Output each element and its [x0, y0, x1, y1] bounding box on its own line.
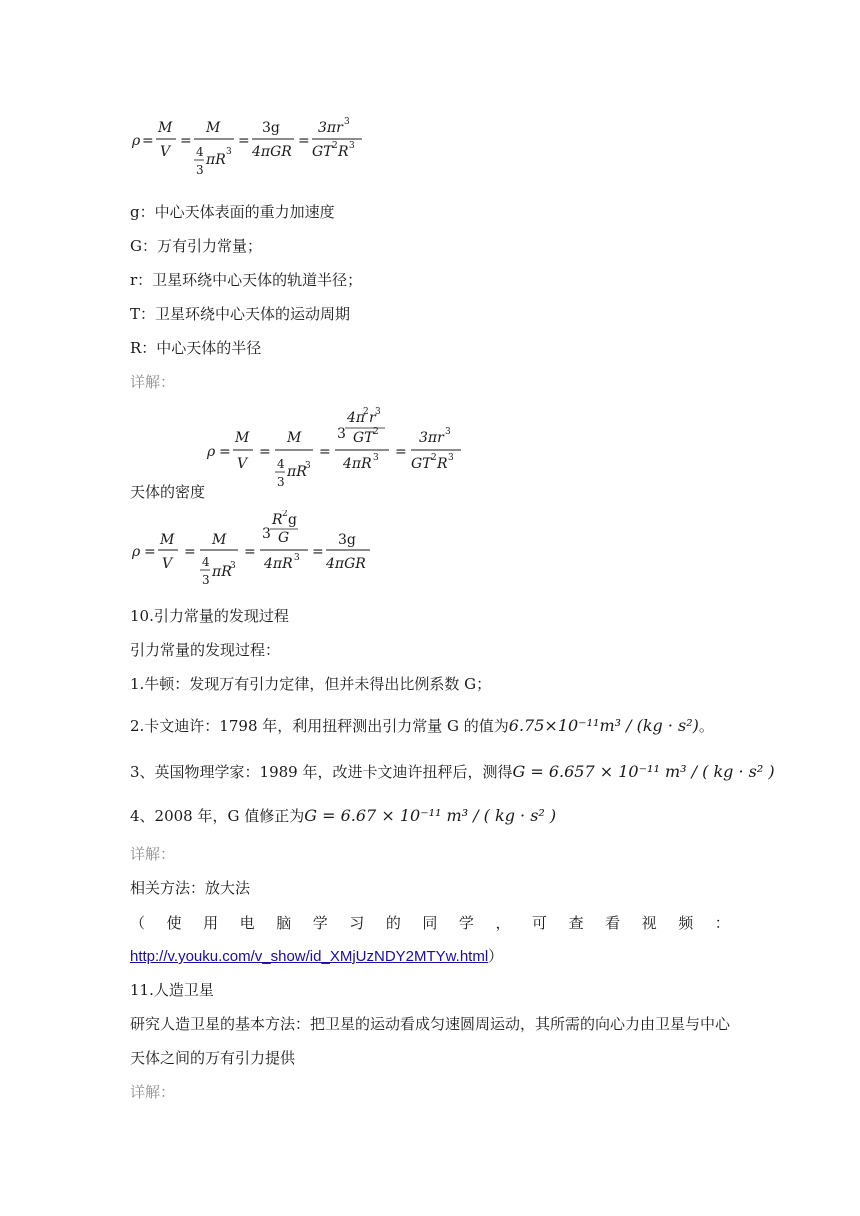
svg-text:4: 4 [277, 457, 285, 471]
svg-text:=: = [219, 444, 231, 460]
section10-heading: 10.引力常量的发现过程 [130, 607, 289, 625]
svg-text:πR: πR [212, 564, 232, 580]
detail-label: 详解： [130, 373, 176, 391]
definition-R: R：中心天体的半径 [130, 339, 262, 357]
svg-text:M: M [158, 120, 173, 136]
item2-suffix: 。 [698, 717, 714, 735]
svg-text:3: 3 [262, 526, 271, 542]
video-char: 使 [166, 914, 182, 932]
svg-text:=: = [144, 544, 156, 560]
section10-item1: 1.牛顿：发现万有引力定律，但并未得出比例系数 G； [130, 675, 492, 693]
svg-text:ρ: ρ [132, 133, 141, 149]
svg-text:GT: GT [312, 144, 333, 160]
svg-text:G: G [278, 530, 290, 546]
svg-text:2: 2 [332, 141, 338, 151]
svg-text:=: = [312, 544, 324, 560]
svg-text:=: = [238, 133, 250, 149]
definition-g: g：中心天体表面的重力加速度 [130, 203, 335, 221]
video-char: 视 [641, 914, 657, 932]
video-char: 习 [349, 914, 365, 932]
video-close: ） [488, 947, 504, 965]
svg-text:=: = [180, 133, 192, 149]
definition-G: G：万有引力常量； [130, 237, 262, 255]
density-formula-2 [205, 404, 475, 496]
svg-text:3g: 3g [262, 120, 280, 136]
svg-text:3: 3 [202, 573, 210, 587]
definition-r: r：卫星环绕中心天体的轨道半径； [130, 271, 363, 289]
video-char: 可 [532, 914, 548, 932]
svg-text:3: 3 [294, 553, 300, 563]
detail-label-3: 详解： [130, 1083, 176, 1101]
svg-text:R: R [272, 512, 283, 528]
svg-text:r: r [369, 410, 376, 426]
svg-text:2: 2 [363, 407, 369, 417]
item4-value: G = 6.67 × 10⁻¹¹ m³ / ( kg · s² ) [304, 806, 557, 825]
svg-text:M: M [160, 532, 175, 548]
svg-text:3: 3 [337, 426, 346, 442]
svg-text:3: 3 [445, 427, 451, 437]
svg-text:R: R [338, 144, 349, 160]
item3-value: G = 6.657 × 10⁻¹¹ m³ / ( kg · s² ) [512, 762, 775, 781]
svg-text:3: 3 [375, 407, 381, 417]
video-char: 频 [678, 914, 694, 932]
density-label: 天体的密度 [130, 483, 206, 501]
svg-text:ρ: ρ [132, 544, 141, 560]
svg-text:=: = [395, 444, 407, 460]
section11-body-line2: 天体之间的万有引力提供 [130, 1049, 296, 1067]
video-char: ， [495, 914, 511, 932]
section11-heading: 11.人造卫星 [130, 981, 214, 999]
item2-prefix: 2.卡文迪许：1798 年，利用扭秤测出引力常量 G 的值为 [130, 717, 509, 735]
svg-text:3πr: 3πr [419, 430, 444, 446]
svg-text:=: = [298, 133, 310, 149]
svg-text:4πR: 4πR [264, 556, 293, 572]
svg-text:4π: 4π [347, 410, 366, 426]
video-char: ： [714, 914, 730, 932]
detail-label-2: 详解： [130, 845, 176, 863]
svg-text:4: 4 [196, 145, 204, 159]
svg-text:4πGR: 4πGR [326, 556, 366, 572]
svg-text:3: 3 [305, 461, 311, 471]
svg-text:3: 3 [344, 117, 350, 127]
video-char: 看 [605, 914, 621, 932]
method-text: 相关方法：放大法 [130, 879, 251, 897]
density-formula-3 [130, 510, 380, 590]
svg-text:M: M [212, 532, 227, 548]
svg-text:V: V [160, 144, 171, 160]
svg-text:4: 4 [202, 555, 210, 569]
svg-text:M: M [287, 430, 302, 446]
svg-text:3: 3 [349, 141, 355, 151]
video-char: 学 [312, 914, 328, 932]
svg-text:=: = [319, 444, 331, 460]
video-char: 用 [203, 914, 219, 932]
video-link-line [130, 946, 503, 967]
item2-value: 6.75×10⁻¹¹m³ / (kg · s²) [508, 716, 699, 735]
svg-text:V: V [237, 456, 248, 472]
video-char: 学 [458, 914, 474, 932]
video-char: 脑 [276, 914, 292, 932]
video-char: 的 [385, 914, 401, 932]
svg-text:3: 3 [448, 453, 454, 463]
svg-text:g: g [288, 512, 297, 528]
svg-text:3: 3 [277, 475, 285, 489]
svg-text:=: = [184, 544, 196, 560]
svg-text:M: M [206, 120, 221, 136]
svg-text:=: = [244, 544, 256, 560]
video-char: 查 [568, 914, 584, 932]
svg-text:2: 2 [282, 510, 288, 519]
item4-prefix: 4、2008 年，G 值修正为 [130, 807, 305, 825]
svg-text:GT: GT [353, 430, 374, 446]
video-char: 同 [422, 914, 438, 932]
svg-text:=: = [142, 133, 154, 149]
svg-text:2: 2 [431, 453, 437, 463]
video-char: （ [130, 914, 146, 932]
svg-text:V: V [162, 556, 173, 572]
item3-prefix: 3、英国物理学家：1989 年，改进卡文迪许扭秤后，测得 [130, 763, 513, 781]
svg-text:3πr: 3πr [318, 120, 343, 136]
section10-item4 [130, 806, 556, 826]
section10-item2 [130, 716, 714, 736]
svg-text:3: 3 [230, 561, 236, 571]
svg-text:R: R [437, 456, 448, 472]
video-char: 电 [239, 914, 255, 932]
section10-item3 [130, 762, 775, 782]
svg-text:2: 2 [373, 427, 379, 437]
svg-text:GT: GT [411, 456, 432, 472]
video-link[interactable]: http://v.youku.com/v_show/id_XMjUzNDY2MTYw.html [130, 948, 489, 965]
svg-text:3: 3 [196, 163, 204, 177]
svg-text:ρ: ρ [207, 444, 216, 460]
definition-T: T：卫星环绕中心天体的运动周期 [130, 305, 351, 323]
svg-text:πR: πR [287, 464, 307, 480]
section11-body-line1: 研究人造卫星的基本方法：把卫星的运动看成匀速圆周运动，其所需的向心力由卫星与中心 [130, 1015, 731, 1033]
video-note-line [130, 912, 730, 933]
svg-text:3g: 3g [338, 532, 356, 548]
svg-text:4πGR: 4πGR [252, 144, 292, 160]
density-formula-1 [130, 112, 390, 184]
svg-text:πR: πR [206, 152, 226, 168]
svg-text:M: M [235, 430, 250, 446]
section10-intro: 引力常量的发现过程： [130, 641, 281, 659]
svg-text:4πR: 4πR [343, 456, 372, 472]
svg-text:3: 3 [226, 147, 232, 157]
svg-text:=: = [259, 444, 271, 460]
svg-text:3: 3 [373, 453, 379, 463]
